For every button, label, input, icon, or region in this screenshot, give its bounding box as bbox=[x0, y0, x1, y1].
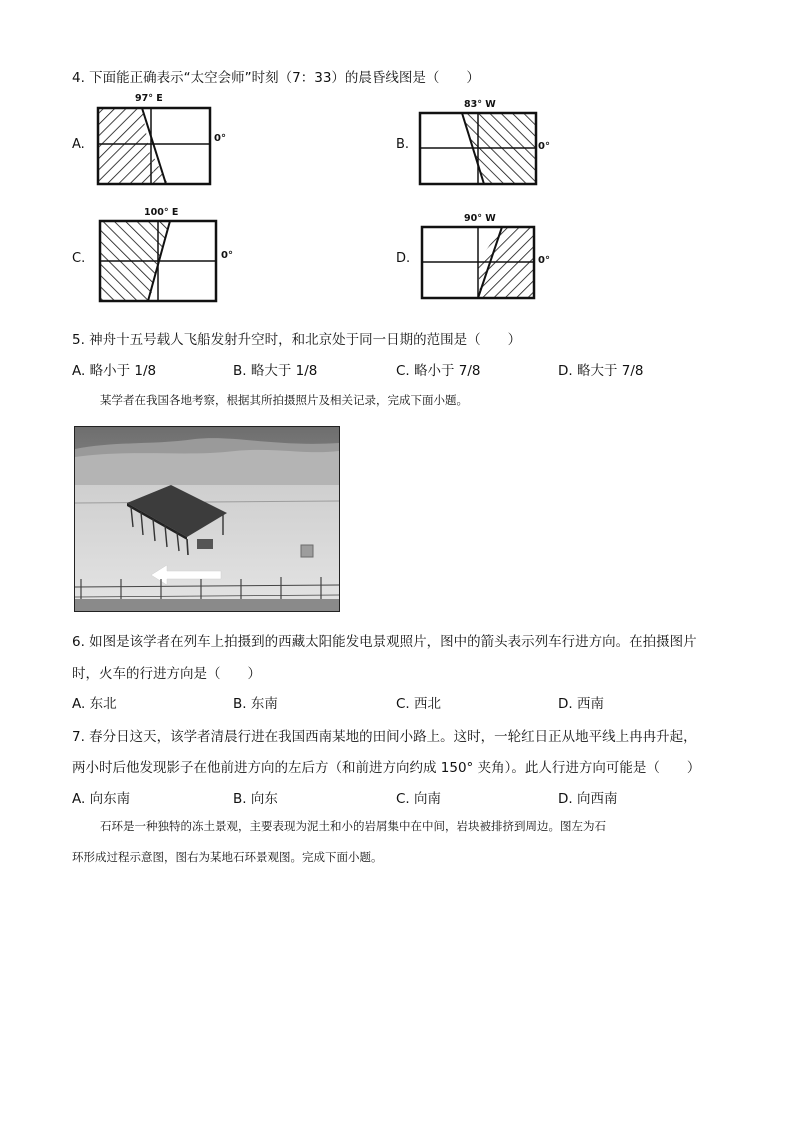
q6-option-a: A. 东北 bbox=[72, 696, 117, 712]
q4-option-d-longitude: 90° W bbox=[464, 213, 496, 224]
q4-option-c-longitude: 100° E bbox=[144, 207, 179, 218]
q4-option-d-map bbox=[420, 224, 538, 304]
q5-option-c: C. 略小于 7/8 bbox=[396, 363, 481, 379]
q4-option-c-map bbox=[98, 217, 220, 305]
q4-option-b-longitude: 83° W bbox=[464, 99, 496, 110]
section-intro-2-line2: 环形成过程示意图，图右为某地石环景观图。完成下面小题。 bbox=[72, 850, 383, 864]
q6-option-b: B. 东南 bbox=[233, 696, 278, 712]
q4-option-d-equator: 0° bbox=[538, 255, 550, 266]
q4-option-a-longitude: 97° E bbox=[135, 93, 163, 104]
q4-option-a-equator: 0° bbox=[214, 133, 226, 144]
q7-option-c: C. 向南 bbox=[396, 791, 442, 807]
q7-stem-line2: 两小时后他发现影子在他前进方向的左后方（和前进方向约成 150° 夹角）。此人行进方向可能是（ ） bbox=[72, 760, 701, 776]
q4-stem: 4. 下面能正确表示“太空会师”时刻（7：33）的晨昏线图是（ ） bbox=[72, 70, 480, 86]
q5-option-b: B. 略大于 1/8 bbox=[233, 363, 318, 379]
q7-option-a: A. 向东南 bbox=[72, 791, 131, 807]
q5-option-d: D. 略大于 7/8 bbox=[558, 363, 644, 379]
q6-stem-line1: 6. 如图是该学者在列车上拍摄到的西藏太阳能发电景观照片，图中的箭头表示列车行进方向。在拍摄图片 bbox=[72, 634, 697, 650]
q4-option-b-equator: 0° bbox=[538, 141, 550, 152]
solar-farm-photo bbox=[74, 426, 340, 612]
q7-option-d: D. 向西南 bbox=[558, 791, 618, 807]
section-intro-2-line1: 石环是一种独特的冻土景观，主要表现为泥土和小的岩屑集中在中间，岩块被排挤到周边。图左为石 bbox=[100, 819, 606, 833]
q5-stem: 5. 神舟十五号载人飞船发射升空时，和北京处于同一日期的范围是（ ） bbox=[72, 332, 522, 348]
q4-option-a-map bbox=[96, 104, 214, 192]
q6-stem-line2: 时，火车的行进方向是（ ） bbox=[72, 666, 261, 682]
q4-option-c-equator: 0° bbox=[221, 250, 233, 261]
q5-option-a: A. 略小于 1/8 bbox=[72, 363, 157, 379]
q7-option-b: B. 向东 bbox=[233, 791, 278, 807]
q4-option-a-label: A. bbox=[72, 137, 85, 152]
q6-option-c: C. 西北 bbox=[396, 696, 442, 712]
q4-option-c-label: C. bbox=[72, 251, 86, 266]
q7-stem-line1: 7. 春分日这天，该学者清晨行进在我国西南某地的田间小路上。这时，一轮红日正从地平线上冉冉升起， bbox=[72, 729, 697, 745]
q4-option-d-label: D. bbox=[396, 251, 411, 266]
section-intro-1: 某学者在我国各地考察，根据其所拍摄照片及相关记录，完成下面小题。 bbox=[100, 393, 468, 407]
q4-option-b-map bbox=[418, 110, 540, 190]
q6-option-d: D. 西南 bbox=[558, 696, 604, 712]
q4-option-b-label: B. bbox=[396, 137, 410, 152]
